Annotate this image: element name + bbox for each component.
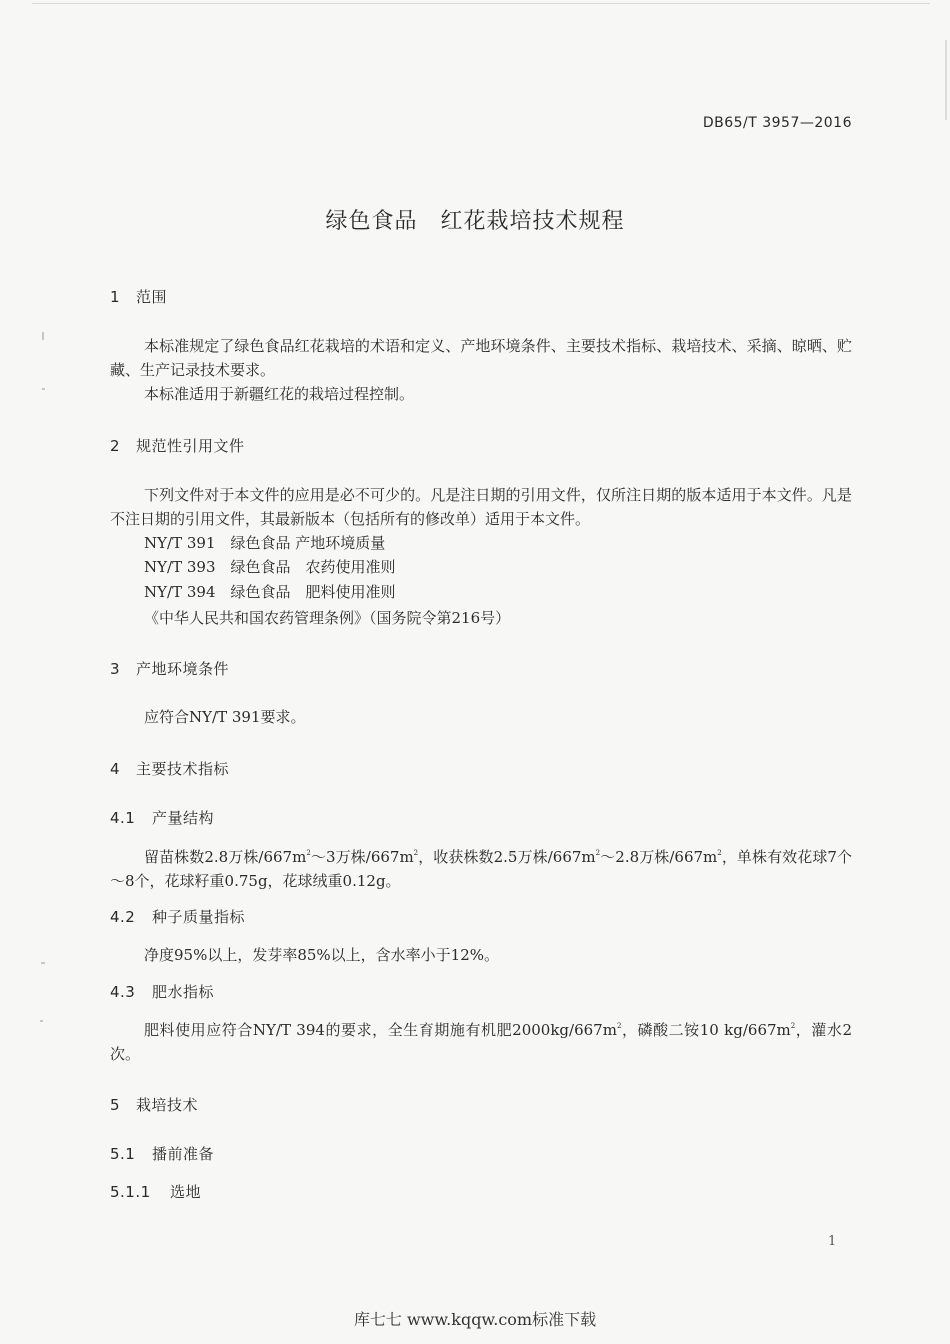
section-title: 种子质量指标 (152, 908, 246, 926)
page-number: 1 (828, 1234, 837, 1249)
section-heading-2 (110, 435, 245, 456)
section-title: 产地环境条件 (136, 660, 230, 678)
superscript: 2 (717, 849, 722, 857)
paragraph (110, 845, 852, 893)
section-heading-1 (110, 286, 167, 307)
section-heading-5 (110, 1094, 198, 1115)
reference-item: 《中华人民共和国农药管理条例》（国务院令第216号） (144, 609, 511, 627)
section-heading-3 (110, 658, 229, 679)
section-title: 范围 (136, 288, 168, 306)
paragraph (110, 1018, 852, 1066)
superscript: 2 (306, 849, 311, 857)
text-run: ，灌水2次。 (110, 1021, 853, 1063)
section-number: 4 (110, 760, 121, 778)
footer-watermark-text: 库七七 www.kqqw.com标准下载 (353, 1310, 597, 1329)
document-title: 绿色食品 红花栽培技术规程 (325, 209, 625, 234)
section-number: 3 (110, 660, 121, 678)
subsection-heading-4-1 (110, 807, 214, 828)
paragraph: 下列文件对于本文件的应用是必不可少的。凡是注日期的引用文件，仅所注日期的版本适用于本文件。凡是不注日期的引用文件，其最新版本（包括所有的修改单）适用于本文件。 (110, 486, 852, 528)
page-top-border (32, 3, 930, 4)
scan-speck (41, 962, 45, 964)
text-run: ～2.8万株/667m (600, 848, 718, 866)
reference-item: NY/T 393 绿色食品 农药使用准则 (144, 558, 396, 576)
page-right-edge (945, 40, 947, 120)
section-heading-4 (110, 758, 229, 779)
section-title: 产量结构 (152, 809, 215, 827)
section-number: 4.1 (110, 809, 136, 827)
paragraph: 应符合NY/T 391要求。 (144, 708, 306, 726)
superscript: 2 (595, 849, 601, 857)
paragraph: 本标准适用于新疆红花的栽培过程控制。 (144, 385, 415, 403)
section-number: 5.1.1 (110, 1183, 151, 1201)
superscript: 2 (616, 1022, 622, 1030)
section-number: 5 (110, 1096, 121, 1114)
subsection-heading-5-1 (110, 1143, 214, 1164)
paragraph: 本标准规定了绿色食品红花栽培的术语和定义、产地环境条件、主要技术指标、栽培技术、采摘、晾晒、贮藏、生产记录技术要求。 (110, 337, 852, 379)
reference-item: NY/T 394 绿色食品 肥料使用准则 (144, 583, 396, 601)
superscript: 2 (413, 849, 419, 857)
subsection-heading-4-2 (110, 906, 245, 927)
subsection-heading-5-1-1 (110, 1181, 201, 1202)
paragraph: 净度95%以上，发芽率85%以上，含水率小于12%。 (144, 946, 500, 964)
section-number: 1 (110, 288, 121, 306)
section-title: 规范性引用文件 (136, 437, 245, 455)
standard-code: DB65/T 3957—2016 (702, 115, 852, 131)
text-run: ～3万株/667m (310, 848, 414, 866)
scan-speck (40, 1020, 43, 1022)
text-run: ，单株有效花球7个～8个，花球籽重0.75g，花球绒重0.12g。 (110, 848, 853, 890)
text-run: 肥料使用应符合NY/T 394的要求，全生育期施有机肥2000kg/667m (144, 1021, 617, 1039)
section-title: 播前准备 (152, 1145, 215, 1163)
section-number: 5.1 (110, 1145, 136, 1163)
section-number: 2 (110, 437, 121, 455)
section-number: 4.3 (110, 983, 136, 1001)
section-title: 主要技术指标 (136, 760, 230, 778)
section-title: 栽培技术 (136, 1096, 199, 1114)
superscript: 2 (790, 1022, 796, 1030)
section-number: 4.2 (110, 908, 136, 926)
text-run: ，收获株数2.5万株/667m (418, 848, 596, 866)
text-run: ，磷酸二铵10 kg/667m (621, 1021, 791, 1039)
text-run: 留苗株数2.8万株/667m (144, 848, 307, 866)
scan-speck (42, 388, 45, 390)
subsection-heading-4-3 (110, 981, 214, 1002)
reference-item: NY/T 391 绿色食品 产地环境质量 (144, 534, 386, 552)
scan-speck (42, 332, 44, 340)
section-title: 选地 (170, 1183, 202, 1201)
section-title: 肥水指标 (152, 983, 215, 1001)
